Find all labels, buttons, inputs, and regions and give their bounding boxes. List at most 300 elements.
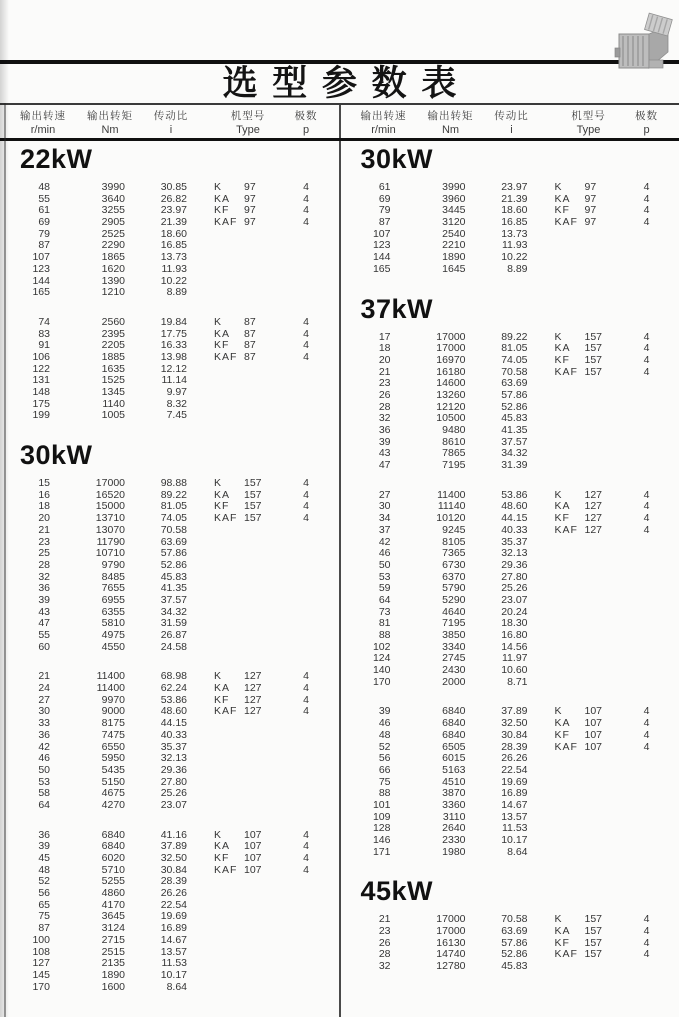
- output-torque-value: 7195: [442, 459, 466, 472]
- output-speed-value: 165: [32, 286, 50, 299]
- output-torque-value: 16970: [436, 353, 466, 366]
- table-row: [0, 683, 339, 695]
- ratio-value: 19.69: [501, 775, 528, 788]
- type-prefix: KAF: [554, 216, 578, 229]
- type-size: 107: [584, 705, 603, 718]
- table-row: [0, 264, 339, 276]
- ratio-value: 17.75: [160, 327, 187, 340]
- output-torque-value: 2430: [442, 664, 466, 677]
- table-row: [0, 217, 339, 229]
- type-prefix: KAF: [554, 365, 578, 378]
- output-torque-value: 2210: [442, 239, 466, 252]
- ratio-value: 81.05: [501, 342, 528, 355]
- ratio-value: 48.60: [501, 500, 528, 513]
- table-row: [341, 560, 679, 572]
- table-row: [341, 355, 679, 367]
- output-speed-value: 75: [378, 775, 391, 788]
- output-speed-value: 24: [38, 682, 50, 695]
- ratio-value: 81.05: [160, 500, 187, 513]
- type-size: 107: [584, 717, 603, 730]
- output-torque-value: 1005: [101, 409, 125, 422]
- ratio-value: 23.97: [160, 204, 187, 217]
- type-prefix: K: [214, 477, 223, 490]
- poles-value: 4: [643, 353, 650, 366]
- type-prefix: KF: [214, 339, 230, 352]
- output-speed-value: 53: [38, 775, 50, 788]
- type-size: 157: [584, 925, 603, 938]
- output-speed-value: 21: [378, 913, 391, 926]
- row-group: [0, 317, 339, 422]
- poles-value: 4: [303, 670, 309, 683]
- table-row: [341, 630, 679, 642]
- row-group: [341, 332, 679, 472]
- header-col-0: [346, 108, 422, 136]
- type-prefix: KA: [554, 342, 571, 355]
- ratio-value: 63.69: [501, 925, 528, 938]
- page-left-edge-line: [4, 103, 6, 1017]
- output-speed-value: 27: [378, 488, 391, 501]
- poles-value: 4: [303, 350, 309, 363]
- poles-value: 4: [303, 682, 309, 695]
- type-size: 157: [584, 913, 603, 926]
- ratio-value: 30.85: [160, 181, 187, 193]
- output-speed-value: 106: [32, 350, 50, 363]
- output-torque-value: 4550: [101, 640, 125, 653]
- output-speed-value: 131: [32, 374, 50, 387]
- output-torque-value: 6840: [442, 705, 466, 718]
- output-torque-value: 2000: [442, 675, 466, 688]
- ratio-value: 23.07: [160, 798, 187, 811]
- output-speed-value: 52: [378, 740, 391, 753]
- type-size: 87: [244, 327, 256, 340]
- output-speed-value: 146: [372, 834, 391, 846]
- ratio-value: 32.50: [160, 852, 187, 864]
- output-speed-value: 199: [32, 409, 50, 422]
- output-torque-value: 3870: [442, 787, 466, 800]
- output-torque-value: 3360: [442, 798, 466, 811]
- ratio-value: 28.39: [160, 875, 187, 888]
- type-size: 107: [244, 828, 262, 841]
- output-speed-value: 75: [38, 910, 50, 923]
- output-speed-value: 61: [378, 181, 391, 193]
- output-torque-value: 11790: [96, 535, 125, 548]
- output-speed-value: 23: [38, 535, 50, 548]
- output-torque-value: 6505: [442, 740, 466, 753]
- header-col-2: [474, 108, 550, 136]
- type-size: 107: [244, 852, 262, 864]
- ratio-value: 45.83: [160, 570, 187, 583]
- table-row: [341, 665, 679, 677]
- ratio-value: 98.88: [160, 477, 187, 490]
- poles-value: 4: [303, 477, 309, 490]
- output-speed-value: 20: [378, 353, 391, 366]
- output-torque-value: 5950: [101, 752, 125, 765]
- output-torque-value: 5810: [101, 617, 125, 630]
- ratio-value: 40.33: [160, 728, 187, 741]
- ratio-value: 89.22: [160, 488, 187, 501]
- output-speed-value: 69: [38, 216, 50, 229]
- output-torque-value: 11400: [437, 488, 466, 501]
- table-row: [0, 525, 339, 537]
- table-row: [0, 595, 339, 607]
- table-column-left: [0, 141, 339, 1017]
- type-size: 97: [244, 181, 256, 193]
- type-size: 97: [584, 204, 597, 217]
- output-speed-value: 108: [32, 945, 50, 958]
- output-torque-value: 16130: [436, 936, 466, 949]
- output-torque-value: 1635: [101, 362, 125, 375]
- header-col-0: [5, 108, 81, 136]
- ratio-value: 8.64: [507, 845, 528, 858]
- type-prefix: K: [214, 315, 223, 328]
- output-speed-value: 66: [378, 763, 391, 776]
- type-size: 87: [244, 350, 256, 363]
- poles-value: 4: [643, 330, 650, 343]
- output-torque-value: 1890: [101, 968, 125, 981]
- table-header-band: [0, 103, 679, 141]
- table-row: [0, 888, 339, 900]
- poles-value: 4: [303, 216, 309, 229]
- poles-value: 4: [303, 705, 309, 718]
- section-title: 30kW: [360, 144, 434, 174]
- table-row: [0, 317, 339, 329]
- output-torque-value: 9970: [101, 693, 125, 706]
- poles-value: 4: [643, 342, 650, 355]
- ratio-value: 40.33: [501, 523, 528, 536]
- output-torque-value: 10500: [436, 412, 466, 425]
- output-speed-value: 43: [378, 447, 391, 460]
- table-row: [0, 642, 339, 654]
- ratio-value: 14.67: [501, 798, 528, 811]
- ratio-value: 11.53: [161, 957, 187, 970]
- row-group: [341, 182, 679, 276]
- ratio-value: 57.86: [160, 547, 187, 560]
- output-speed-value: 170: [372, 675, 391, 688]
- ratio-value: 12.12: [160, 362, 187, 375]
- poles-value: 4: [643, 488, 650, 501]
- ratio-value: 68.98: [160, 670, 187, 683]
- table-row: [341, 595, 679, 607]
- output-torque-value: 9000: [101, 705, 125, 718]
- ratio-value: 62.24: [160, 682, 187, 695]
- output-speed-value: 39: [378, 435, 391, 448]
- type-prefix: KA: [214, 488, 231, 501]
- table-row: [0, 982, 339, 994]
- type-size: 97: [584, 181, 597, 193]
- output-torque-value: 5163: [442, 763, 466, 776]
- output-speed-value: 30: [38, 705, 50, 718]
- output-speed-value: 87: [378, 216, 391, 229]
- output-torque-value: 7865: [442, 447, 466, 460]
- header-label-zh: 极数: [635, 110, 658, 122]
- output-torque-value: 6550: [101, 740, 125, 753]
- ratio-value: 44.15: [160, 717, 187, 730]
- ratio-value: 8.89: [507, 262, 528, 275]
- type-prefix: K: [554, 181, 563, 193]
- ratio-value: 74.05: [501, 353, 528, 366]
- output-speed-value: 55: [38, 192, 50, 205]
- output-torque-value: 12120: [436, 400, 466, 413]
- type-size: 97: [584, 216, 597, 229]
- type-prefix: KA: [554, 500, 571, 513]
- page-title: 选型参数表: [222, 64, 472, 103]
- type-prefix: KF: [214, 693, 230, 706]
- table-row: [341, 264, 679, 276]
- type-size: 97: [584, 192, 597, 205]
- output-torque-value: 2515: [101, 945, 125, 958]
- poles-value: 4: [643, 948, 650, 961]
- row-group: [0, 478, 339, 653]
- poles-value: 4: [303, 693, 309, 706]
- ratio-value: 16.85: [160, 239, 187, 252]
- poles-value: 4: [303, 327, 309, 340]
- type-prefix: KA: [214, 327, 231, 340]
- ratio-value: 11.97: [502, 652, 528, 665]
- type-size: 127: [244, 670, 262, 683]
- output-speed-value: 21: [38, 523, 50, 536]
- poles-value: 4: [643, 216, 650, 229]
- poles-value: 4: [303, 863, 309, 876]
- output-torque-value: 16520: [95, 488, 125, 501]
- ratio-value: 19.84: [160, 315, 187, 328]
- poles-value: 4: [303, 512, 309, 525]
- header-col-2: [133, 108, 209, 136]
- type-prefix: KAF: [214, 350, 238, 363]
- poles-value: 4: [643, 181, 650, 193]
- output-speed-value: 127: [32, 957, 50, 970]
- output-speed-value: 56: [378, 752, 391, 765]
- ratio-value: 26.82: [160, 192, 187, 205]
- output-speed-value: 87: [38, 922, 50, 935]
- ratio-value: 37.89: [160, 840, 187, 853]
- output-torque-value: 5790: [442, 582, 466, 595]
- output-speed-value: 39: [378, 705, 391, 718]
- ratio-value: 13.57: [501, 810, 528, 823]
- output-speed-value: 81: [378, 617, 391, 630]
- type-size: 157: [584, 342, 603, 355]
- ratio-value: 18.30: [501, 617, 528, 630]
- output-torque-value: 4860: [101, 887, 125, 900]
- row-group: [341, 706, 679, 858]
- ratio-value: 19.69: [160, 910, 187, 923]
- output-torque-value: 3990: [442, 181, 466, 193]
- output-speed-value: 36: [378, 424, 391, 436]
- ratio-value: 10.60: [501, 664, 528, 677]
- output-speed-value: 165: [372, 262, 391, 275]
- poles-value: 4: [643, 512, 650, 525]
- ratio-value: 11.53: [502, 822, 528, 835]
- output-speed-value: 39: [38, 593, 50, 606]
- poles-value: 4: [643, 523, 650, 536]
- ratio-value: 7.45: [166, 409, 187, 422]
- type-size: 127: [244, 682, 262, 695]
- type-prefix: KF: [214, 204, 230, 217]
- ratio-value: 31.59: [160, 617, 187, 630]
- ratio-value: 53.86: [501, 488, 528, 501]
- table-row: [0, 800, 339, 812]
- table-row: [0, 560, 339, 572]
- output-speed-value: 32: [38, 570, 50, 583]
- output-speed-value: 52: [38, 875, 50, 888]
- output-torque-value: 5150: [101, 775, 125, 788]
- ratio-value: 8.71: [507, 675, 528, 688]
- output-speed-value: 100: [32, 933, 50, 946]
- output-speed-value: 73: [378, 605, 391, 618]
- ratio-value: 16.80: [501, 629, 528, 641]
- ratio-value: 21.39: [501, 192, 528, 205]
- section-title: 45kW: [360, 876, 434, 907]
- output-speed-value: 107: [372, 227, 391, 240]
- ratio-value: 35.37: [160, 740, 187, 753]
- output-speed-value: 123: [372, 239, 391, 252]
- type-prefix: KF: [554, 512, 570, 525]
- output-torque-value: 1620: [101, 262, 125, 275]
- ratio-value: 37.89: [501, 705, 528, 718]
- ratio-value: 18.60: [501, 204, 528, 217]
- output-torque-value: 11400: [96, 670, 125, 683]
- ratio-value: 8.64: [166, 980, 187, 993]
- table-row: [341, 765, 679, 777]
- ratio-value: 16.85: [501, 216, 528, 229]
- output-speed-value: 79: [378, 204, 391, 217]
- output-torque-value: 1885: [101, 350, 125, 363]
- output-torque-value: 2395: [101, 327, 125, 340]
- section-title: 30kW: [20, 440, 93, 471]
- output-torque-value: 13710: [95, 512, 125, 525]
- ratio-value: 13.57: [160, 945, 187, 958]
- output-speed-value: 23: [378, 377, 391, 390]
- section-title: 37kW: [360, 293, 434, 324]
- output-speed-value: 171: [372, 845, 391, 858]
- table-row: [0, 410, 339, 422]
- type-size: 157: [244, 488, 262, 501]
- output-torque-value: 3445: [442, 204, 466, 217]
- table-row: [0, 352, 339, 364]
- header-label-en: r/min: [30, 124, 56, 136]
- type-prefix: KF: [214, 500, 230, 513]
- poles-value: 4: [303, 840, 309, 853]
- header-label-en: p: [643, 124, 650, 136]
- output-torque-value: 6840: [442, 728, 466, 741]
- poles-value: 4: [643, 500, 650, 513]
- row-group: [0, 182, 339, 299]
- table-body: [0, 141, 679, 1017]
- output-torque-value: 6020: [101, 852, 125, 864]
- type-size: 157: [584, 330, 603, 343]
- output-torque-value: 8610: [442, 435, 466, 448]
- output-speed-value: 124: [372, 652, 391, 665]
- ratio-value: 25.26: [160, 787, 187, 800]
- output-speed-value: 46: [38, 752, 50, 765]
- header-label-en: r/min: [371, 124, 396, 136]
- output-torque-value: 1600: [101, 980, 125, 993]
- type-size: 157: [584, 353, 603, 366]
- poles-value: 4: [643, 365, 650, 378]
- output-torque-value: 5435: [101, 763, 125, 776]
- ratio-value: 8.32: [166, 397, 187, 410]
- ratio-value: 52.86: [501, 400, 528, 413]
- output-speed-value: 28: [38, 558, 50, 571]
- ratio-value: 23.97: [501, 181, 528, 193]
- table-row: [341, 460, 679, 472]
- ratio-value: 11.93: [502, 239, 528, 252]
- output-torque-value: 17000: [95, 477, 125, 490]
- output-speed-value: 25: [38, 547, 50, 560]
- ratio-value: 63.69: [160, 535, 187, 548]
- ratio-value: 28.39: [501, 740, 528, 753]
- type-prefix: KAF: [214, 863, 238, 876]
- ratio-value: 13.98: [160, 350, 187, 363]
- type-prefix: KAF: [554, 523, 578, 536]
- output-speed-value: 74: [38, 315, 50, 328]
- poles-value: 4: [303, 181, 309, 193]
- row-group: [341, 490, 679, 689]
- type-prefix: K: [554, 488, 563, 501]
- output-torque-value: 8485: [101, 570, 125, 583]
- table-row: [341, 217, 679, 229]
- ratio-value: 25.26: [501, 582, 528, 595]
- ratio-value: 26.26: [160, 887, 187, 900]
- output-speed-value: 18: [378, 342, 391, 355]
- ratio-value: 21.39: [160, 216, 187, 229]
- ratio-value: 31.39: [501, 459, 528, 472]
- output-speed-value: 18: [38, 500, 50, 513]
- output-speed-value: 17: [378, 330, 391, 343]
- ratio-value: 29.36: [501, 558, 528, 571]
- output-torque-value: 14600: [436, 377, 466, 390]
- output-torque-value: 3850: [442, 629, 466, 641]
- output-torque-value: 2715: [101, 933, 125, 946]
- type-size: 157: [584, 948, 603, 961]
- output-torque-value: 1980: [442, 845, 466, 858]
- row-group: [0, 830, 339, 994]
- output-speed-value: 61: [38, 204, 50, 217]
- type-prefix: KF: [554, 353, 570, 366]
- ratio-value: 23.07: [501, 593, 528, 606]
- header-label-zh: 传动比: [494, 110, 529, 122]
- output-speed-value: 140: [372, 664, 391, 677]
- table-row: [341, 847, 679, 859]
- output-speed-value: 58: [38, 787, 50, 800]
- output-torque-value: 4640: [442, 605, 466, 618]
- output-speed-value: 64: [38, 798, 50, 811]
- output-torque-value: 3960: [442, 192, 466, 205]
- table-row: [0, 182, 339, 194]
- table-row: [0, 630, 339, 642]
- output-speed-value: 148: [32, 386, 50, 398]
- output-torque-value: 10710: [95, 547, 125, 560]
- table-row: [341, 961, 679, 973]
- output-speed-value: 27: [38, 693, 50, 706]
- output-speed-value: 36: [38, 828, 50, 841]
- output-torque-value: 1345: [101, 386, 125, 398]
- type-prefix: K: [214, 828, 223, 841]
- output-speed-value: 33: [38, 717, 50, 730]
- poles-value: 4: [643, 913, 650, 926]
- ratio-value: 70.58: [160, 523, 187, 536]
- ratio-value: 52.86: [501, 948, 528, 961]
- table-row: [0, 478, 339, 490]
- ratio-value: 37.57: [501, 435, 528, 448]
- output-speed-value: 28: [378, 400, 391, 413]
- output-speed-value: 88: [378, 629, 391, 641]
- type-prefix: K: [214, 181, 223, 193]
- header-label-en: Nm: [441, 124, 460, 136]
- output-speed-value: 28: [378, 948, 391, 961]
- output-torque-value: 2540: [442, 227, 466, 240]
- table-row: [0, 970, 339, 982]
- type-prefix: KAF: [214, 216, 238, 229]
